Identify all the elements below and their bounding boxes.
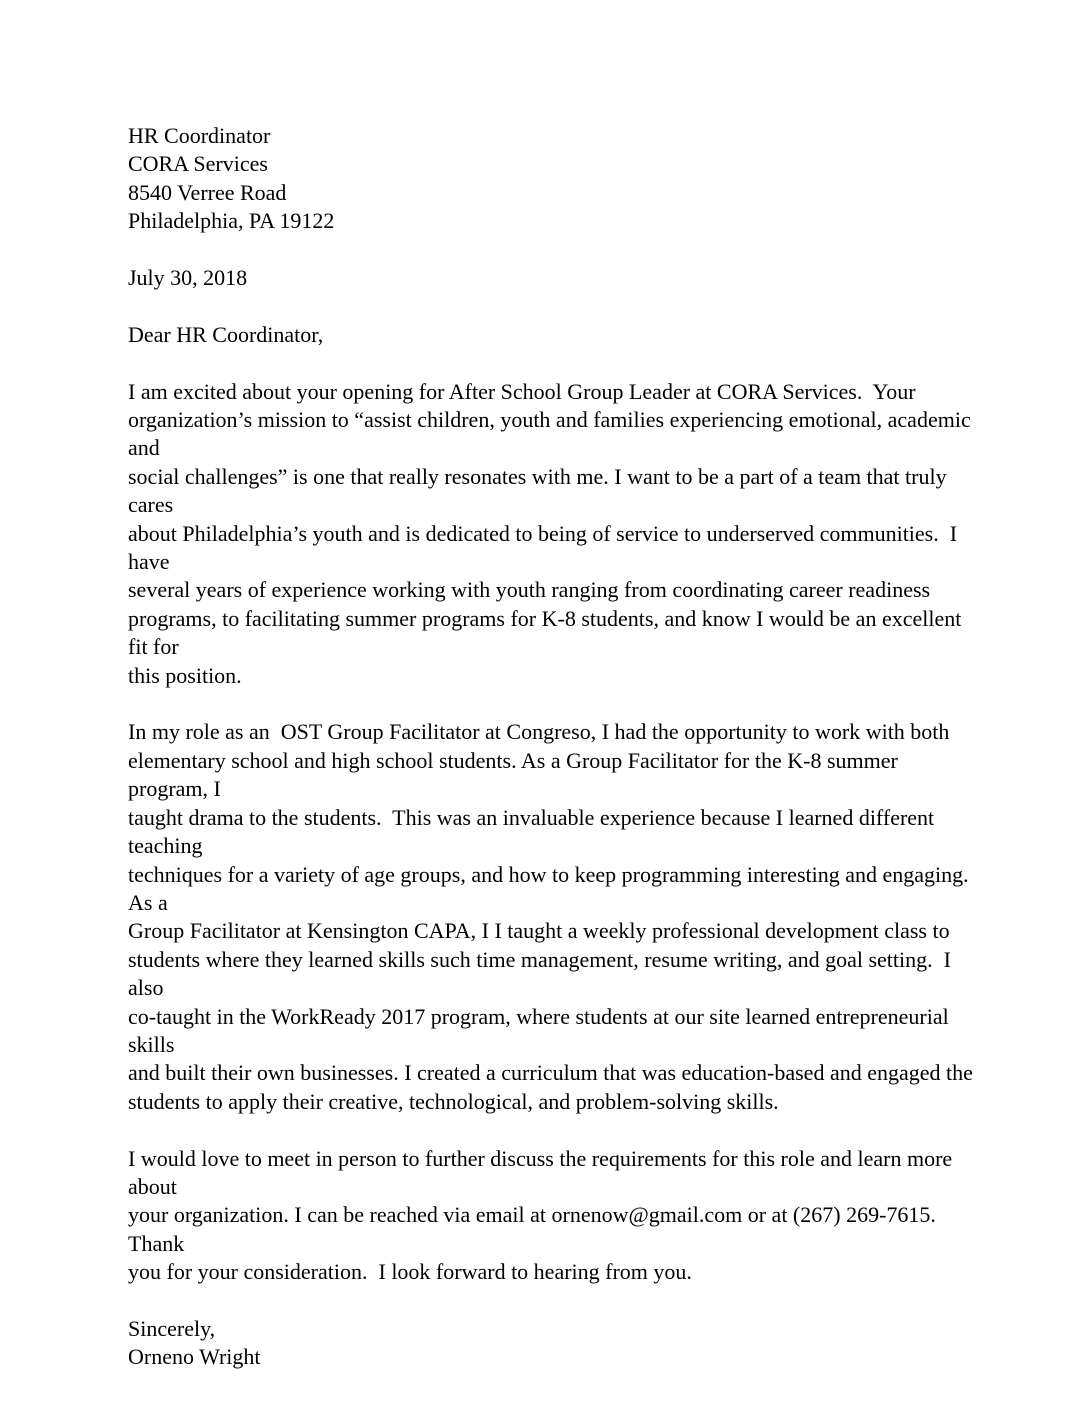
body-line: In my role as an OST Group Facilitator at Congreso, I had the opportunity to work with both (128, 719, 950, 745)
body-line: I would love to meet in person to further discuss the requirements for this role and learn more about (128, 1145, 958, 1199)
recipient-line: Philadelphia, PA 19122 (128, 208, 335, 234)
body-line: about Philadelphia’s youth and is dedicated to being of service to underserved communities. I have (128, 520, 963, 575)
body-line: your organization. I can be reached via email at ornenow@gmail.com or at (267) 269-7615. Thank (128, 1202, 942, 1256)
blank-line (128, 1287, 973, 1315)
blank-line (128, 349, 973, 377)
body-line: taught drama to the students. This was an invaluable experience because I learned different teaching (128, 804, 940, 859)
body-line: Group Facilitator at Kensington CAPA, I I taught a weekly professional development class to (128, 918, 950, 944)
recipient-line: CORA Services (128, 151, 268, 177)
body-line: several years of experience working with youth ranging from coordinating career readiness (128, 577, 931, 603)
body-line: co-taught in the WorkReady 2017 program, where students at our site learned entrepreneurial skills (128, 1003, 955, 1057)
body-line: elementary school and high school students. As a Group Facilitator for the K-8 summer program, I (128, 747, 904, 802)
signature-name: Orneno Wright (128, 1344, 261, 1370)
body-line: you for your consideration. I look forward to hearing from you. (128, 1259, 692, 1285)
body-line: techniques for a variety of age groups, and how to keep programming interesting and engaging. As a (128, 861, 973, 915)
body-line: organization’s mission to “assist children, youth and families experiencing emotional, academic and (128, 407, 977, 461)
closing-valediction: Sincerely, (128, 1315, 216, 1341)
body-line: students to apply their creative, technological, and problem-solving skills. (128, 1088, 779, 1114)
blank-line (128, 690, 973, 718)
date-line: July 30, 2018 (128, 265, 248, 291)
body-line: and built their own businesses. I created a curriculum that was education-based and engaged the (128, 1060, 973, 1086)
body-line: students where they learned skills such time management, resume writing, and goal setting. I also (128, 946, 957, 1001)
blank-line (128, 1116, 973, 1144)
body-line: this position. (128, 662, 242, 688)
blank-line (128, 236, 973, 264)
body-line: I am excited about your opening for After School Group Leader at CORA Services. Your (128, 378, 916, 404)
blank-line (128, 292, 973, 320)
salutation: Dear HR Coordinator, (128, 321, 324, 347)
recipient-line: 8540 Verree Road (128, 179, 287, 205)
recipient-line: HR Coordinator (128, 123, 271, 148)
body-line: programs, to facilitating summer programs for K-8 students, and know I would be an excellent fit for (128, 605, 967, 660)
body-line: social challenges” is one that really resonates with me. I want to be a part of a team that truly cares (128, 463, 953, 518)
